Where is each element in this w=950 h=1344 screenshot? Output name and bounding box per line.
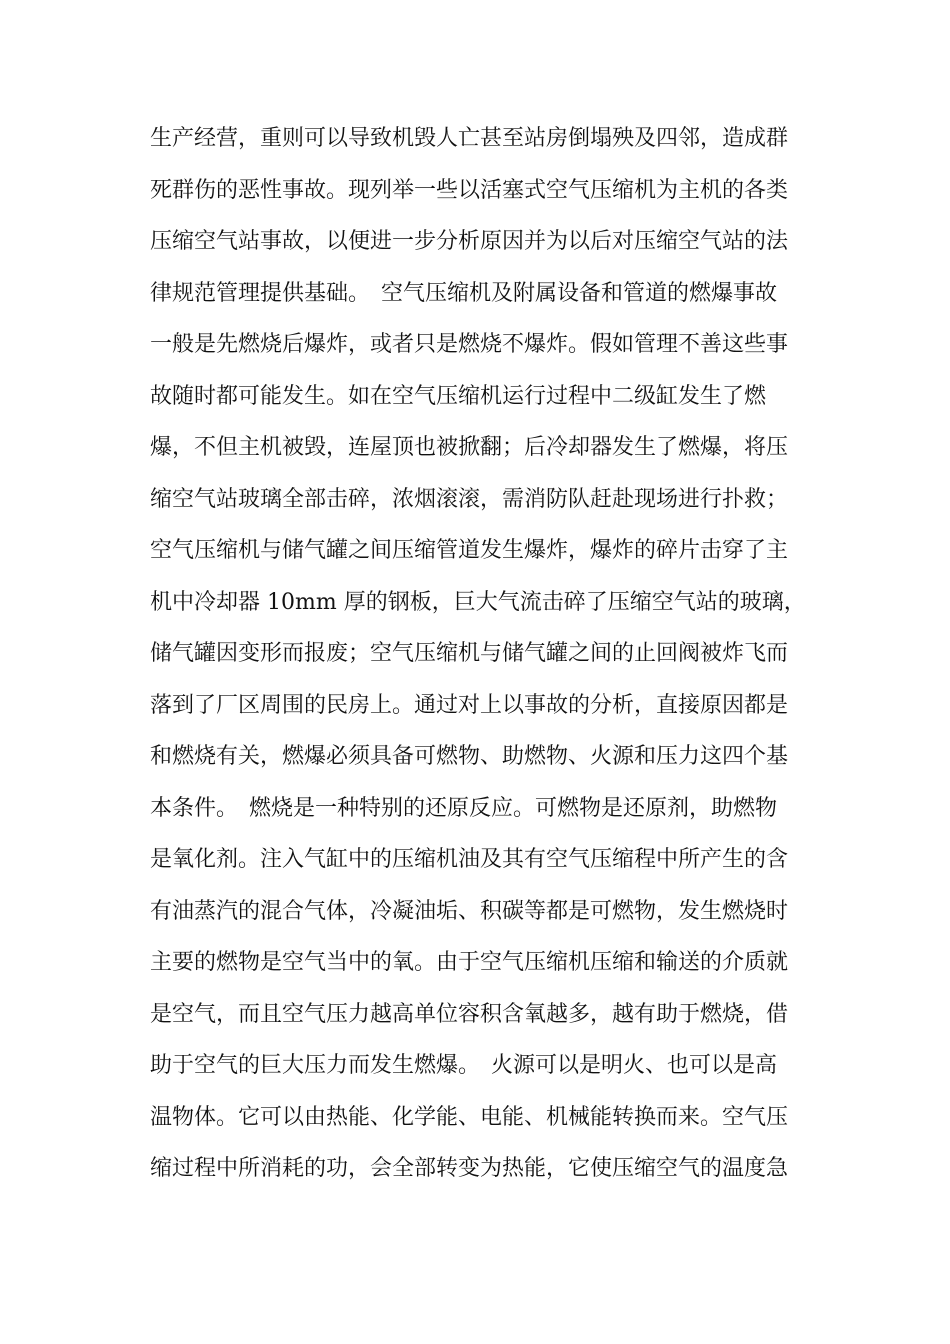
text-line-18: 是空气，而且空气压力越高单位容积含氧越多，越有助于燃烧，借 [150, 1001, 789, 1027]
text-line-1: 生产经营，重则可以导致机毁人亡甚至站房倒塌殃及四邻，造成群 [150, 126, 789, 151]
text-line-10: 机中冷却器 10mm 厚的钢板，巨大气流击碎了压缩空气站的玻璃， [150, 589, 806, 615]
text-line-6: 故随时都可能发生。如在空气压缩机运行过程中二级缸发生了燃 [150, 383, 767, 409]
text-line-3: 压缩空气站事故，以便进一步分析原因并为以后对压缩空气站的法 [150, 229, 789, 254]
text-line-19: 助于空气的巨大压力而发生燃爆。 火源可以是明火、也可以是高 [150, 1053, 778, 1078]
text-line-14: 本条件。 燃烧是一种特别的还原反应。可燃物是还原剂，助燃物 [150, 795, 778, 821]
text-line-4: 律规范管理提供基础。 空气压缩机及附属设备和管道的燃爆事故 [150, 280, 778, 306]
text-line-12: 落到了厂区周围的民房上。通过对上以事故的分析，直接原因都是 [150, 692, 789, 718]
text-line-17: 主要的燃物是空气当中的氧。由于空气压缩机压缩和输送的介质就 [150, 950, 789, 975]
text-line-11: 储气罐因变形而报废；空气压缩机与储气罐之间的止回阀被炸飞而 [150, 641, 789, 666]
body-text [150, 113, 810, 1195]
text-line-7: 爆，不但主机被毁，连屋顶也被掀翻；后冷却器发生了燃爆，将压 [150, 435, 789, 460]
text-line-20: 温物体。它可以由热能、化学能、电能、机械能转换而来。空气压 [150, 1104, 789, 1130]
text-line-2: 死群伤的恶性事故。现列举一些以活塞式空气压缩机为主机的各类 [150, 177, 789, 203]
text-line-16: 有油蒸汽的混合气体，冷凝油垢、积碳等都是可燃物，发生燃烧时 [150, 898, 789, 924]
text-line-21: 缩过程中所消耗的功，会全部转变为热能，它使压缩空气的温度急 [150, 1156, 789, 1181]
text-line-9: 空气压缩机与储气罐之间压缩管道发生爆炸，爆炸的碎片击穿了主 [150, 538, 789, 563]
text-line-5: 一般是先燃烧后爆炸，或者只是燃烧不爆炸。假如管理不善这些事 [150, 332, 789, 357]
text-line-15: 是氧化剂。注入气缸中的压缩机油及其有空气压缩程中所产生的含 [150, 847, 789, 872]
text-line-13: 和燃烧有关，燃爆必须具备可燃物、助燃物、火源和压力这四个基 [150, 744, 789, 769]
text-line-8: 缩空气站玻璃全部击碎，浓烟滚滚，需消防队赶赴现场进行扑救； [150, 486, 789, 512]
